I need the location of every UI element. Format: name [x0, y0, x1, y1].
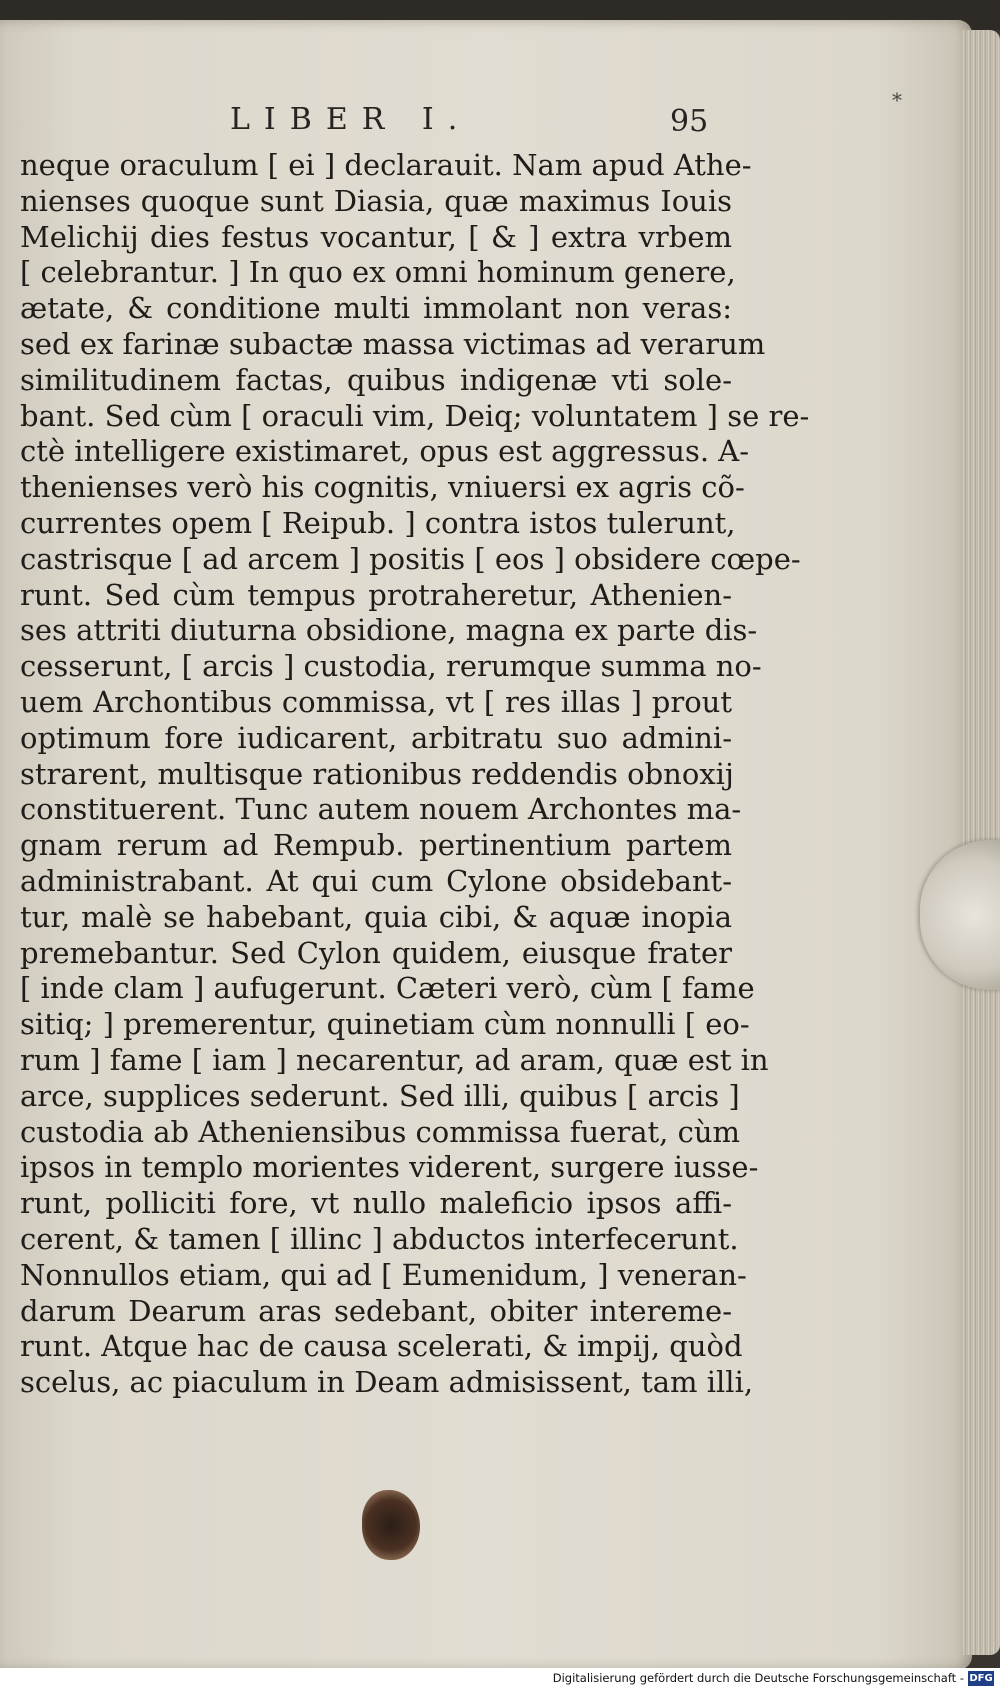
page-header [230, 102, 730, 152]
text-line: thenienses verò his cognitis, vniuersi ex agris cõ- [20, 470, 745, 505]
footer-bar [0, 1668, 1000, 1690]
footer-credit: Digitalisierung gefördert durch die Deutsche Forschungsgemeinschaft - [552, 1671, 964, 1685]
text-line: rum ] fame [ iam ] necarentur, ad aram, quæ est in [20, 1042, 769, 1077]
text-line: custodia ab Atheniensibus commissa fuerat, cùm [20, 1114, 741, 1149]
text-line: Nonnullos etiam, qui ad [ Eumenidum, ] veneran- [20, 1257, 747, 1292]
body-text [20, 148, 810, 1401]
page-number: 95 [670, 104, 709, 139]
text-line: bant. Sed cùm [ oraculi vim, Deiq; voluntatem ] se re- [20, 398, 810, 433]
text-line: gnam rerum ad Rempub. pertinentium partem [20, 828, 732, 863]
text-line: ses attriti diuturna obsidione, magna ex parte dis- [20, 613, 758, 648]
text-line: scelus, ac piaculum in Deam admisissent, tam illi, [20, 1365, 754, 1400]
text-line: sed ex farinæ subactæ massa victimas ad verarum [20, 326, 766, 361]
text-line: currentes opem [ Reipub. ] contra istos tulerunt, [20, 505, 736, 540]
text-line: runt, polliciti fore, vt nullo maleficio ipsos affi- [20, 1186, 732, 1221]
text-line: darum Dearum aras sedebant, obiter intereme- [20, 1293, 732, 1328]
text-line: cerent, & tamen [ illinc ] abductos interfecerunt. [20, 1221, 739, 1256]
text-line: administrabant. At qui cum Cylone obsidebant- [20, 863, 732, 898]
text-line: ætate, & conditione multi immolant non veras: [20, 291, 732, 326]
dfg-logo: DFG [969, 1673, 993, 1684]
text-line: premebantur. Sed Cylon quidem, eiusque frater [20, 935, 732, 970]
text-line: Melichij dies festus vocantur, [ & ] extra vrbem [20, 219, 732, 254]
text-line: runt. Sed cùm tempus protraheretur, Athenien- [20, 577, 732, 612]
text-line: strarent, multisque rationibus reddendis obnoxij [20, 756, 734, 791]
text-line: similitudinem factas, quibus indigenæ vti sole- [20, 362, 732, 397]
text-line: ipsos in templo morientes viderent, surgere iusse- [20, 1150, 759, 1185]
text-line: cesserunt, [ arcis ] custodia, rerumque summa no- [20, 649, 762, 684]
text-line: uem Archontibus commissa, vt [ res illas ] prout [20, 684, 732, 719]
ink-stain [362, 1490, 420, 1560]
text-line: sitiq; ] premerentur, quinetiam cùm nonnulli [ eo- [20, 1007, 750, 1042]
text-line: constituerent. Tunc autem nouem Archontes ma- [20, 792, 742, 827]
text-line: arce, supplices sederunt. Sed illi, quibus [ arcis ] [20, 1078, 740, 1113]
text-line: castrisque [ ad arcem ] positis [ eos ] obsidere cœpe- [20, 541, 801, 576]
text-line: nienses quoque sunt Diasia, quæ maximus Iouis [20, 183, 732, 218]
text-line: [ inde clam ] aufugerunt. Cæteri verò, cùm [ fame [20, 971, 755, 1006]
text-line: ctè intelligere existimaret, opus est aggressus. A- [20, 434, 750, 469]
text-line: runt. Atque hac de causa scelerati, & impij, quòd [20, 1329, 743, 1364]
running-head: LIBER I. [230, 102, 472, 137]
corner-mark: * [892, 88, 902, 112]
text-line: neque oraculum [ ei ] declarauit. Nam apud Athe- [20, 148, 752, 182]
text-line: optimum fore iudicarent, arbitratu suo admini- [20, 720, 732, 755]
text-line: [ celebrantur. ] In quo ex omni hominum genere, [20, 255, 736, 290]
text-line: tur, malè se habebant, quia cibi, & aquæ inopia [20, 899, 732, 934]
